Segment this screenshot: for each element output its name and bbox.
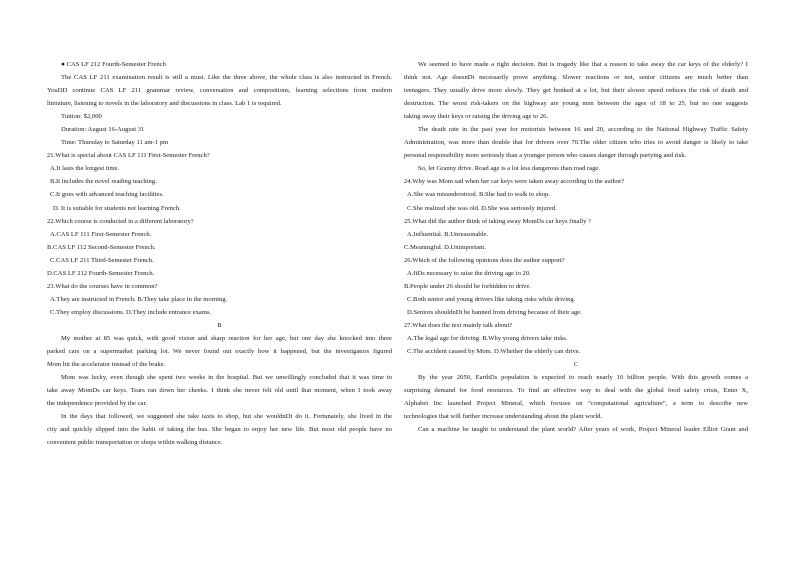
right-column-line: think not. Age doesnDt necessarily prove anything. Slower reactions or not, senior citizens are much better than (404, 74, 748, 82)
left-column-line: take away MomDs car keys. Tears ran down her cheeks. I think she never felt old until that moment, when I took away (47, 387, 392, 395)
right-column-line: taking away their keys or raising the driving age to 26. (404, 113, 549, 121)
right-column-line: D.Seniors shouldnDt be banned from driving because of their age. (407, 308, 582, 316)
left-column-line: The CAS LF 211 examination result is still a must. Like the three above, the whole class is also instructed in French. (61, 74, 392, 82)
left-column-line: 22.Which course is conducted in a different laboratory? (47, 217, 194, 225)
right-column-line: Alphabet Inc launched Project Mineral, which focuses on “computational agriculture”, a term to describe new (404, 400, 748, 408)
right-column-line: B.People under 26 should be forbidden to drive. (404, 282, 531, 290)
left-column-line: parked cars on a supermarket parking lot. We never found out exactly how it happened, but the investigators figured (47, 348, 392, 356)
left-column-line: C.CAS LF 211 Third-Semester French. (50, 256, 154, 264)
right-column-line: surprising demand for food resources. To find an effective way to deal with the global food safety crisis, Enter X, (404, 387, 748, 395)
left-column-line: B (217, 321, 222, 329)
left-column-line: C.It goes with advanced teaching facilities. (50, 191, 164, 199)
right-column-line: A.The legal age for driving. B.Why young drivers take risks. (407, 334, 568, 342)
right-column-line: C.The accident caused by Mom. D.Whether the elderly can drive. (407, 348, 581, 356)
left-column-line: Mom was lucky, even though she spent two weeks in the hospital. But we unwillingly concluded that it was time to (61, 374, 392, 382)
right-column-line: The death rate in the past year for motorists between 16 and 20, according to the National Highway Traffic Safety (418, 126, 748, 134)
right-column-line: C.She realized she was old. D.She was seriously injured. (407, 204, 557, 212)
left-column-line: In the days that followed, we suggested she take taxis to shop, but she wouldnDt do it. Fortunately, she lived in the (61, 413, 392, 421)
right-column-line: C.Meaningful. D.Unimportant. (404, 243, 486, 251)
left-column-line: ● CAS LF 212 Fourth-Semester French (61, 61, 166, 68)
left-column-line: 21.What is special about CAS LF 111 First-Semester French? (47, 152, 210, 160)
right-column-line: A.ItDs necessary to raise the driving age to 20. (407, 269, 531, 277)
left-column-line: convenient public transportation or shops within walking distance. (47, 439, 223, 447)
right-column-line: C (573, 361, 579, 369)
left-column-line: B.CAS LF 112 Second-Semester French. (47, 243, 156, 251)
right-column-line: 25.What did the author think of taking away MomDs car keys finally ? (404, 217, 591, 225)
left-column (47, 58, 392, 449)
right-column (404, 58, 748, 436)
left-column-line: A.It lasts the longest time. (50, 165, 120, 173)
left-column-line: D.CAS LF 212 Fourth-Semester French. (47, 269, 155, 277)
right-column-line: Can a machine be taught to understand the plant world? After years of work, Project Mineral leader Elliot Grant and (418, 426, 748, 434)
right-column-line: teenagers. They usually drive more slowly. They get honked at a lot, but their slower speed reduces the risk of death and (404, 87, 748, 95)
left-column-line: D. It is suitable for students not learning French. (53, 204, 181, 212)
left-column-line: Duration: August 16-August 31 (61, 126, 145, 134)
right-column-line: By the year 2050, EarthDs population is expected to reach nearly 10 billion people. With this growth comes a (418, 374, 748, 382)
left-column-line: literature, listening to novels in the laboratory and discussions in class. Lab 1 is required. (47, 100, 282, 108)
left-column-line: C.They employ discussions. D.They include entrance exams. (50, 308, 212, 316)
right-column-line: A.She was misunderstood. B.She had to walk to shop. (407, 191, 550, 199)
left-column-line: Tuition: $2,000 (61, 113, 102, 121)
right-column-line: We seemed to have made a right decision. But is tragedy like that a reason to take away the car keys of the elderly? I (418, 61, 748, 68)
right-column-line: technologies that will further increase understanding about the plant world. (404, 413, 603, 421)
right-column-line: destruction. The worst risk-takers on the highway are young men between the ages of 18 to 25, but no one suggests (404, 100, 748, 108)
left-column-line: YouDD continue CAS LF 211 grammar review, conversation and compositions, learning selections from modern (47, 87, 392, 95)
left-column-line: B.It includes the novel reading teaching. (50, 178, 157, 186)
right-column-line: C.Both senior and young drivers like taking risks while driving. (407, 295, 576, 303)
left-column-line: A.CAS LF 111 First-Semester French. (50, 230, 152, 238)
left-column-line: 23.What do the courses have in common? (47, 282, 158, 290)
right-column-line: 24.Why was Mom sad when her car keys were taken away according to the author? (404, 178, 625, 186)
right-column-line: personal responsibility more seriously than a younger person who causes danger through partying and risk. (404, 152, 687, 160)
right-column-line: 26.Which of the following opinions does the author support? (404, 256, 565, 264)
right-column-line: A.Influential. B.Unreasonable. (407, 230, 489, 238)
left-column-line: the independence provided by the car. (47, 400, 147, 408)
right-column-line: 27.What does the text mainly talk about? (404, 321, 513, 329)
right-column-line: Administration, was more than double that for drivers over 70.The older citizen who tries to avoid danger is likely to take (404, 139, 748, 147)
right-column-line: So, let Granny drive. Road age is a lot less dangerous than road rage. (418, 165, 601, 173)
left-column-line: Mom hit the accelerator instead of the brake. (47, 361, 166, 369)
left-column-line: A.They are instructed in French. B.They take place in the morning. (50, 295, 228, 303)
left-column-line: My mother at 85 was quick, with good vision and sharp reaction for her age, but one day she knocked into three (61, 334, 392, 342)
left-column-line: Time: Thursday to Saturday 11 am-1 pm (61, 139, 169, 147)
left-column-line: city and quickly slipped into the habit of taking the bus. She began to enjoy her new life. But most old people have no (47, 426, 392, 434)
